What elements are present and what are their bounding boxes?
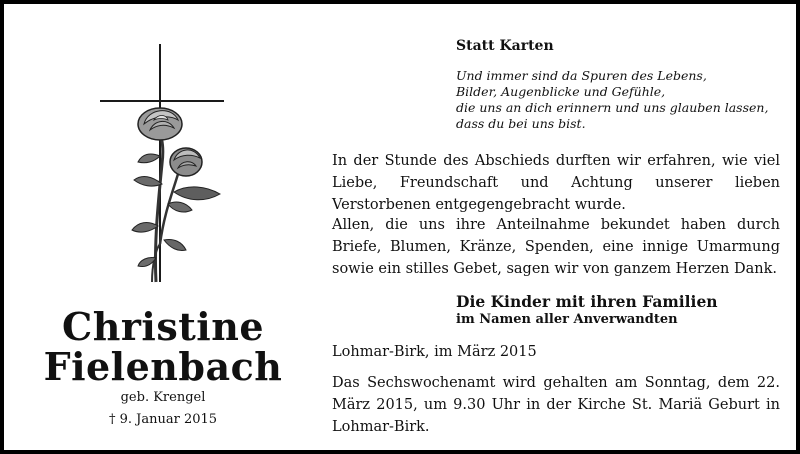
poem-line: dass du bei uns bist. — [456, 116, 586, 131]
right-column — [332, 8, 780, 454]
birth-name: geb. Krengel — [120, 390, 206, 405]
thanks-paragraph-2: Allen, die uns ihre Anteilnahme bekundet haben durch Briefe, Blumen, Kränze, Spenden, eine innige Umarmung sowie ein stilles Gebet, sagen wir von ganzem Herzen Dank. — [332, 217, 780, 277]
death-date: † 9. Januar 2015 — [108, 412, 218, 427]
memorial-service-note: Das Sechswochenamt wird gehalten am Sonntag, dem 22. März 2015, um 9.30 Uhr in der Kirche St. Mariä Geburt in Lohmar-Birk. — [332, 375, 780, 435]
poem-line: die uns an dich erinnern und uns glauben lassen, — [456, 100, 769, 115]
poem — [456, 68, 776, 132]
signature-family: Die Kinder mit ihren Familien — [456, 292, 718, 311]
signature-relatives: im Namen aller Anverwandten — [456, 312, 678, 327]
place-and-date: Lohmar-Birk, im März 2015 — [332, 344, 537, 360]
deceased-last-name: Fielenbach — [43, 344, 283, 389]
left-column — [8, 8, 318, 454]
thanks-paragraph-1: In der Stunde des Abschieds durften wir erfahren, wie viel Liebe, Freundschaft und Achtung unserer lieben Verstorbenen entgegengebracht wurde. — [332, 153, 780, 213]
deceased-first-name: Christine — [61, 304, 264, 349]
poem-line: Und immer sind da Spuren des Lebens, — [456, 68, 707, 83]
notice-heading: Statt Karten — [456, 38, 554, 54]
cross-with-roses-icon — [94, 44, 230, 294]
poem-line: Bilder, Augenblicke und Gefühle, — [456, 84, 666, 99]
